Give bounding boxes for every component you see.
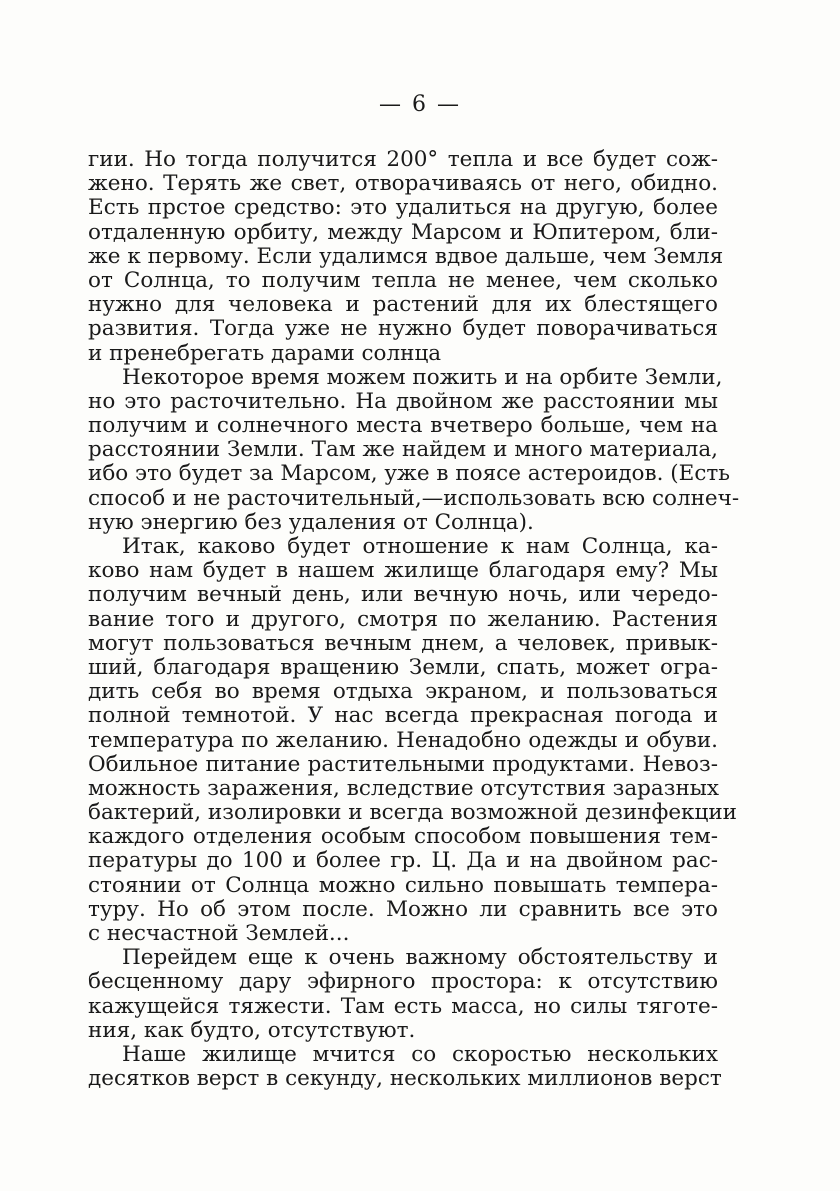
text-line: Некоторое время можем пожить и на орбите Земли, bbox=[122, 364, 723, 390]
paragraph bbox=[88, 946, 718, 1043]
text-line: Итак, каково будет отношение к нам Солнца, ка- bbox=[122, 534, 718, 559]
text-line: нужно для человека и растений для их блестящего bbox=[88, 292, 718, 318]
text-line: получим вечный день, или вечную ночь, или чередо- bbox=[88, 582, 718, 608]
text-line: развития. Тогда уже не нужно будет поворачиваться bbox=[88, 316, 718, 342]
text-line: с несчастной Землей... bbox=[88, 921, 350, 946]
text-line: десятков верст в секунду, нескольких миллионов верст bbox=[88, 1066, 722, 1092]
text-line: ную энергию без удаления от Солнца). bbox=[88, 509, 534, 535]
text-line: ший, благодаря вращению Земли, спать, может огра- bbox=[88, 654, 718, 680]
text-line: кажущейся тяжести. Там есть масса, но силы тяготе- bbox=[88, 993, 718, 1019]
text-line: бактерий, изолировки и всегда возможной дезинфекции bbox=[88, 800, 737, 826]
text-line: полной темнотой. У нас всегда прекрасная погода и bbox=[88, 703, 718, 729]
text-line: ково нам будет в нашем жилище благодаря ему? Мы bbox=[88, 558, 718, 584]
paragraph bbox=[88, 364, 740, 535]
text-line: температура по желанию. Ненадобно одежды и обуви. bbox=[88, 727, 718, 753]
paragraph bbox=[88, 1041, 722, 1092]
text-line: пературы до 100 и более гр. Ц. Да и на двойном рас- bbox=[88, 848, 718, 874]
text-line: жено. Терять же свет, отворачиваясь от него, обидно. bbox=[88, 171, 718, 197]
text-line: Обильное питание растительными продуктами. Невоз- bbox=[88, 751, 718, 777]
text-line: стоянии от Солнца можно сильно повышать темпера- bbox=[88, 872, 718, 898]
text-line: Перейдем еще к очень важному обстоятельству и bbox=[122, 945, 718, 971]
page-number: — 6 — bbox=[379, 92, 461, 117]
paragraph bbox=[88, 147, 724, 366]
text-line: ибо это будет за Марсом, уже в поясе астероидов. (Есть bbox=[88, 461, 730, 487]
text-line: от Солнца, то получим тепла не менее, чем сколько bbox=[88, 267, 718, 293]
text-line: и пренебрегать дарами солнца bbox=[88, 340, 442, 366]
text-line: же к первому. Если удалимся вдвое дальше, чем Земля bbox=[88, 243, 724, 269]
text-line: бесценному дару эфирного простора: к отсутствию bbox=[88, 969, 718, 995]
body-text bbox=[88, 147, 740, 1092]
text-line: вание того и другого, смотря по желанию. Растения bbox=[88, 606, 718, 632]
text-line: расстоянии Земли. Там же найдем и много материала, bbox=[88, 437, 718, 463]
text-line: получим и солнечного места вчетверо больше, чем на bbox=[88, 413, 718, 439]
text-line: но это расточительно. На двойном же расстоянии мы bbox=[88, 388, 718, 414]
paragraph bbox=[88, 534, 737, 946]
text-line: могут пользоваться вечным днем, а человек, привык- bbox=[88, 630, 718, 656]
text-line: ния, как будто, отсутствуют. bbox=[88, 1017, 416, 1043]
text-line: отдаленную орбиту, между Марсом и Юпитером, бли- bbox=[88, 219, 718, 245]
text-line: способ и не расточительный,—использовать всю солнеч- bbox=[88, 485, 740, 511]
text-line: дить себя во время отдыха экраном, и пользоваться bbox=[88, 679, 718, 705]
text-line: каждого отделения особым способом повышения тем- bbox=[88, 824, 718, 850]
text-line: можность заражения, вследствие отсутствия заразных bbox=[88, 775, 720, 801]
text-line: гии. Но тогда получится 200° тепла и все будет сож- bbox=[88, 147, 718, 172]
text-line: Есть прстое средство: это удалиться на другую, более bbox=[88, 195, 718, 221]
text-line: Наше жилище мчится со скоростью нескольких bbox=[122, 1041, 718, 1067]
text-line: туру. Но об этом после. Можно ли сравнить все это bbox=[88, 896, 718, 922]
